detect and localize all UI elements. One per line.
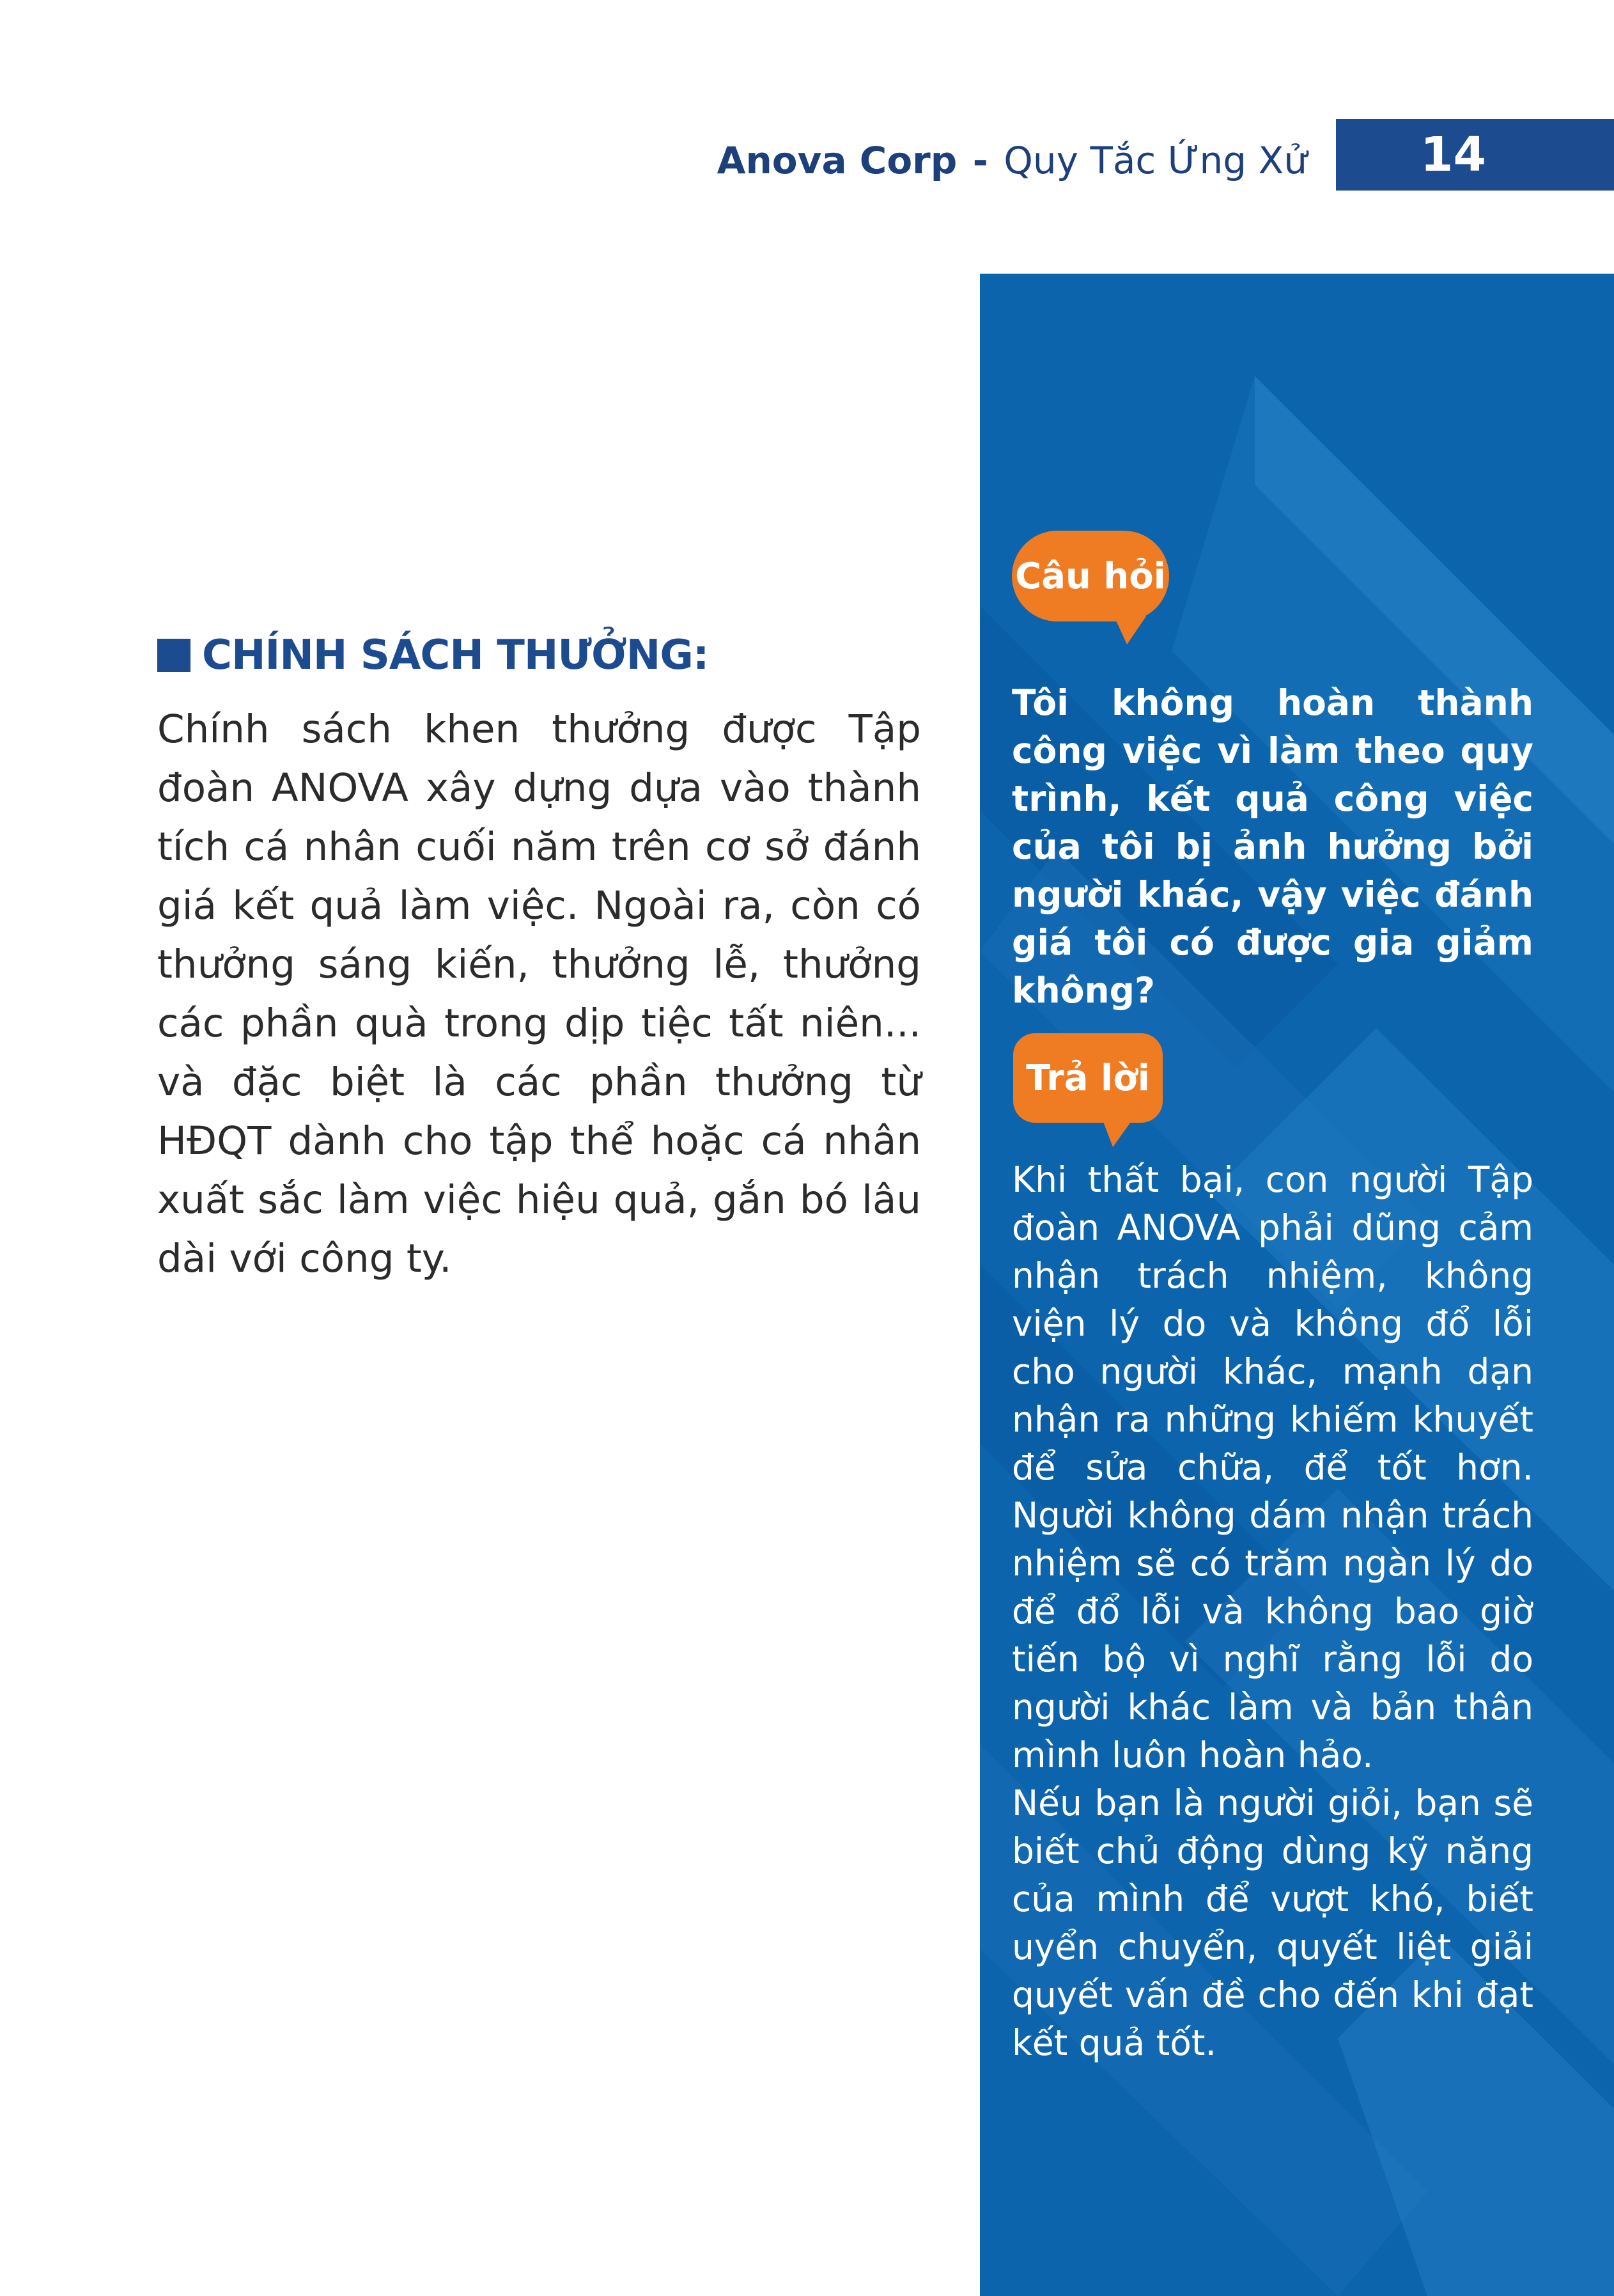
answer-text <box>1012 1156 1533 2067</box>
speech-bubble-tail-icon <box>1114 616 1146 644</box>
answer-label: Trả lời <box>1026 1057 1150 1099</box>
speech-bubble-tail-icon <box>1103 1120 1132 1147</box>
question-text: Tôi không hoàn thành công việc vì làm theo quy trình, kết quả công việc của tôi bị ảnh hưởng bởi người khác, vậy việc đánh giá tôi có được gia giảm không? <box>1012 682 1533 1011</box>
qa-sidebar <box>980 274 1614 2296</box>
header-separator: - <box>972 139 988 182</box>
section-body: Chính sách khen thưởng được Tập đoàn ANOVA xây dựng dựa vào thành tích cá nhân cuối năm trên cơ sở đánh giá kết quả làm việc. Ngoài ra, còn có thưởng sáng kiến, thưởng lễ, thưởng các phần quà trong dịp tiệc tất niên... và đặc biệt là các phần thưởng từ HĐQT dành cho tập thể hoặc cá nhân xuất sắc làm việc hiệu quả, gắn bó lâu dài với công ty. <box>157 707 921 1281</box>
heading-bullet-square <box>157 639 190 672</box>
answer-paragraph: Khi thất bại, con người Tập đoàn ANOVA phải dũng cảm nhận trách nhiệm, không viện lý do và không đổ lỗi cho người khác, mạnh dạn nhận ra những khiếm khuyết để sửa chữa, để tốt hơn. Người không dám nhận trách nhiệm sẽ có trăm ngàn lý do để đổ lỗi và không bao giờ tiến bộ vì nghĩ rằng lỗi do người khác làm và bản thân mình luôn hoàn hảo. <box>1012 1159 1533 1776</box>
document-header <box>717 125 1307 196</box>
page-number: 14 <box>1336 119 1614 191</box>
document-title: Quy Tắc Ứng Xử <box>1004 139 1307 182</box>
brand-name: Anova Corp <box>717 139 958 182</box>
section-heading <box>157 630 708 681</box>
answer-label-bubble <box>1013 1033 1163 1123</box>
question-label-bubble <box>1012 531 1169 621</box>
section-title: CHÍNH SÁCH THƯỞNG: <box>202 632 709 679</box>
answer-paragraph: Nếu bạn là người giỏi, bạn sẽ biết chủ động dùng kỹ năng của mình để vượt khó, biết uyển chuyển, quyết liệt giải quyết vấn đề cho đến khi đạt kết quả tốt. <box>1012 1783 1533 2063</box>
question-label: Câu hỏi <box>1015 555 1166 597</box>
